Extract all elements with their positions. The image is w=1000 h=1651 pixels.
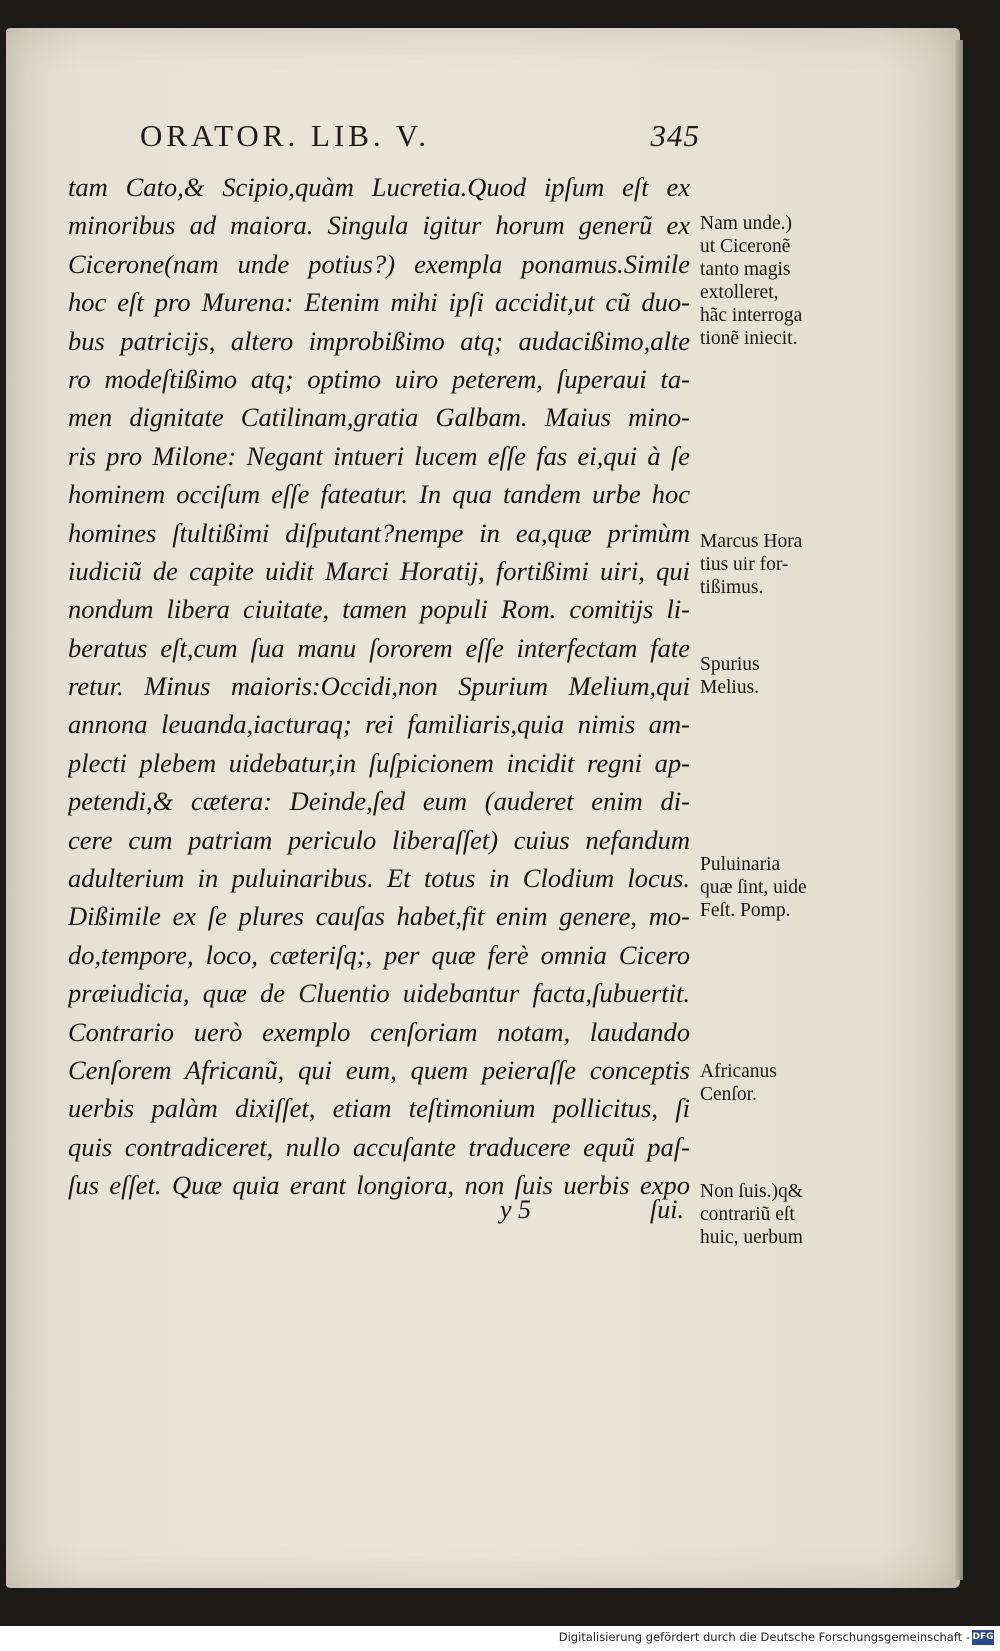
- text-line: plecti plebem uidebatur,in ſuſpicionem incidit regni ap-: [68, 747, 690, 778]
- text-line: ſus eſſet. Quæ quia erant longiora, non ſuis uerbis expo: [68, 1170, 690, 1201]
- funding-notice: Digitalisierung gefördert durch die Deutsche Forschungsgemeinschaft -: [558, 1630, 970, 1644]
- text-line: cere cum patriam periculo liberaſſet) cuius nefandum: [68, 824, 690, 855]
- text-line: uerbis palàm dixiſſet, etiam teſtimonium pollicitus, ſi: [68, 1093, 690, 1124]
- marginal-line: tanto magis: [700, 259, 791, 280]
- signature-mark: y 5: [500, 1195, 532, 1224]
- marginal-line: extolleret,: [700, 282, 779, 303]
- page-edge: [955, 40, 963, 1580]
- marginal-line: Puluinaria: [700, 854, 781, 875]
- text-line: ro modeſtißimo atq; optimo uiro peterem, ſuperaui ta-: [68, 363, 690, 394]
- text-line: retur. Minus maioris:Occidi,non Spurium Melium,qui: [68, 671, 690, 702]
- text-line: hominem occiſum eſſe fateatur. In qua tandem urbe hoc: [68, 479, 690, 510]
- marginal-note: [700, 1060, 850, 1106]
- marginal-line: Africanus: [700, 1061, 777, 1082]
- text-line: præiudicia, quæ de Cluentio uidebantur facta,ſubuertit.: [68, 978, 690, 1009]
- marginal-note: [700, 1180, 850, 1249]
- text-line: Dißimile ex ſe plures cauſas habet,fit enim genere, mo-: [68, 901, 690, 932]
- marginal-line: huic, uerbum: [700, 1227, 803, 1248]
- catchword-line: [500, 1195, 690, 1235]
- marginal-note: [700, 653, 850, 699]
- marginal-line: tionẽ iniecit.: [700, 328, 798, 349]
- marginal-note: [700, 853, 850, 922]
- marginal-line: tius uir for-: [700, 554, 789, 575]
- marginal-line: Non ſuis.)q&: [700, 1181, 803, 1202]
- text-line: nondum libera ciuitate, tamen populi Rom. comitijs li-: [68, 594, 690, 625]
- text-line: Cenſorem Africanũ, qui eum, quem peieraſſe conceptis: [68, 1054, 690, 1085]
- text-line: Cicerone(nam unde potius?) exempla ponamus.Simile: [68, 248, 690, 279]
- marginal-line: hãc interroga: [700, 305, 803, 326]
- running-title: ORATOR. LIB. V.: [140, 118, 430, 153]
- text-line: do,tempore, loco, cæteriſq;, per quæ ferè omnia Cicero: [68, 939, 690, 970]
- catchword: ſui.: [650, 1195, 684, 1224]
- marginal-line: Nam unde.): [700, 213, 793, 234]
- text-line: beratus eſt,cum ſua manu ſororem eſſe interfectam fate: [68, 632, 690, 663]
- main-text-block: [68, 168, 690, 1205]
- dfg-logo-icon: DFG: [972, 1630, 994, 1645]
- marginal-line: contrariũ eſt: [700, 1204, 795, 1225]
- text-line: petendi,& cætera: Deinde,ſed eum (auderet enim di-: [68, 786, 690, 817]
- text-line: adulterium in puluinaribus. Et totus in Clodium locus.: [68, 863, 690, 894]
- folio-number: 345: [650, 118, 700, 153]
- marginal-line: Melius.: [700, 677, 760, 698]
- text-line: tam Cato,& Scipio,quàm Lucretia.Quod ipſum eſt ex: [68, 172, 690, 202]
- text-line: Contrario uerò exemplo cenſoriam notam, laudando: [68, 1016, 690, 1047]
- text-line: quis contradiceret, nullo accuſante traducere equũ paſ-: [68, 1131, 690, 1162]
- marginal-line: tißimus.: [700, 577, 764, 598]
- running-head: [140, 118, 700, 160]
- text-line: hoc eſt pro Murena: Etenim mihi ipſi accidit,ut cũ duo-: [68, 287, 690, 318]
- text-line: homines ſtultißimi diſputant?nempe in ea,quæ primùm: [68, 517, 690, 548]
- marginal-note: [700, 530, 850, 599]
- marginal-line: Feſt. Pomp.: [700, 900, 791, 921]
- marginal-line: Marcus Hora: [700, 531, 803, 552]
- text-line: annona leuanda,iacturaq; rei familiaris,quia nimis am-: [68, 709, 690, 740]
- marginal-line: Spurius: [700, 654, 760, 675]
- marginal-line: Cenſor.: [700, 1084, 757, 1105]
- text-line: ris pro Milone: Negant intueri lucem eſſe fas ei,qui à ſe: [68, 440, 690, 471]
- text-line: iudiciũ de capite uidit Marci Horatij, fortißimi uiri, qui: [68, 555, 690, 586]
- text-line: men dignitate Catilinam,gratia Galbam. Maius mino-: [68, 402, 690, 433]
- marginal-note: [700, 212, 850, 350]
- marginal-line: ut Ciceronẽ: [700, 236, 791, 257]
- marginal-line: quæ ſint, uide: [700, 877, 807, 898]
- text-line: minoribus ad maiora. Singula igitur horum generũ ex: [68, 210, 690, 241]
- text-line: bus patricijs, altero improbißimo atq; audacißimo,alte: [68, 325, 690, 356]
- footer-bar: [0, 1626, 1000, 1651]
